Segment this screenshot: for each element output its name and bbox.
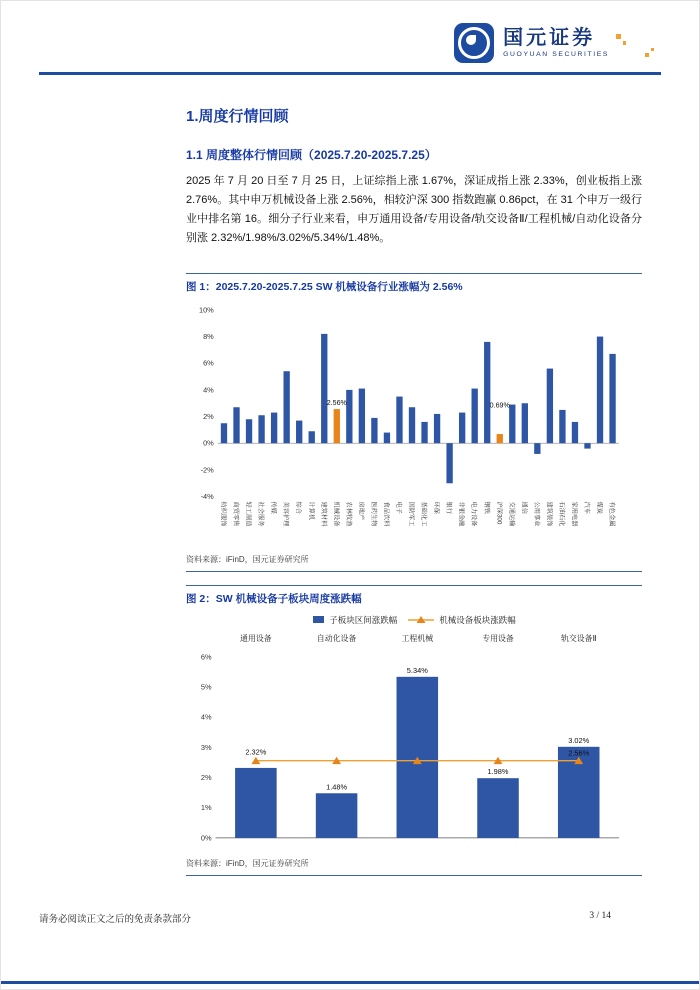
svg-text:8%: 8%	[203, 331, 214, 341]
svg-text:国防军工: 国防军工	[407, 501, 415, 526]
svg-text:环保: 环保	[432, 501, 440, 514]
svg-text:通用设备: 通用设备	[240, 633, 272, 643]
brand-name-en: GUOYUAN SECURITIES	[503, 51, 609, 58]
svg-text:2.32%: 2.32%	[245, 747, 267, 757]
svg-text:机械设备: 机械设备	[332, 501, 340, 526]
svg-text:汽车: 汽车	[583, 501, 591, 514]
svg-text:4%: 4%	[203, 384, 214, 394]
figure-2-title: 图 2：SW 机械设备子板块周度涨跌幅	[186, 592, 362, 605]
page-header	[454, 23, 623, 63]
svg-text:自动化设备: 自动化设备	[316, 633, 357, 643]
svg-text:2.56%: 2.56%	[326, 398, 347, 407]
brand-text-block	[503, 28, 623, 58]
svg-text:轻工制造: 轻工制造	[244, 501, 252, 526]
svg-text:基础化工: 基础化工	[420, 501, 428, 526]
legend-item-bar	[312, 614, 397, 626]
figure-2	[186, 585, 642, 876]
svg-text:石油石化: 石油石化	[557, 501, 565, 526]
svg-text:6%: 6%	[200, 651, 212, 661]
legend-line-swatch-icon	[407, 615, 435, 625]
svg-text:电力设备: 电力设备	[470, 501, 478, 526]
orange-pixel-icon	[645, 53, 649, 57]
svg-text:1.98%: 1.98%	[487, 766, 509, 776]
figure-1-bar-chart	[172, 300, 627, 546]
svg-text:非银金融: 非银金融	[457, 501, 465, 526]
figure-1-title: 图 1：2025.7.20-2025.7.25 SW 机械设备行业涨幅为 2.56%	[186, 280, 463, 293]
figure-2-chart-area	[172, 628, 642, 855]
footer-disclaimer: 请务必阅读正文之后的免责条款部分	[39, 915, 192, 925]
svg-text:通信: 通信	[520, 501, 528, 514]
page-number: 3 / 14	[589, 911, 611, 921]
legend-line-label: 机械设备板块涨跌幅	[439, 614, 516, 625]
svg-text:传媒: 传媒	[269, 501, 277, 514]
svg-text:建筑材料: 建筑材料	[319, 501, 327, 526]
svg-text:10%: 10%	[198, 304, 214, 314]
svg-text:5%: 5%	[200, 682, 212, 692]
svg-text:家用电器: 家用电器	[570, 501, 578, 526]
body-paragraph: 2025 年 7 月 20 日至 7 月 25 日，上证综指上涨 1.67%，深证成指上涨 2.33%，创业板指上涨 2.76%。其中申万机械设备上涨 2.56%，相较沪深 300 指数跑赢 0.86pct，在 31 个申万一级行业中排名第 16。细分子行业来看，申万通用设备/专用设备/轨交设备Ⅱ/工程机械/自动化设备分别涨 2.32%/1.98%/3.02%/5.34%/1.48%。	[186, 175, 642, 245]
svg-text:美容护理: 美容护理	[282, 501, 290, 526]
svg-text:煤炭: 煤炭	[595, 501, 603, 514]
brand-name: 国元证券	[503, 27, 596, 49]
svg-text:0%: 0%	[200, 832, 212, 842]
footer-rule	[1, 981, 699, 984]
svg-text:建筑装饰: 建筑装饰	[545, 501, 553, 526]
orange-pixel-icon	[616, 34, 621, 39]
svg-text:食品饮料: 食品饮料	[382, 501, 390, 526]
svg-text:钢铁: 钢铁	[482, 501, 490, 514]
svg-text:3.02%: 3.02%	[568, 735, 590, 745]
legend-bar-label: 子板块区间涨跌幅	[329, 614, 398, 625]
figure-1	[186, 273, 642, 572]
brand-emblem-icon	[458, 27, 490, 59]
figure-2-legend	[186, 614, 642, 626]
svg-text:0.69%: 0.69%	[489, 400, 510, 409]
svg-text:6%: 6%	[203, 358, 214, 368]
svg-text:电子: 电子	[394, 501, 402, 514]
svg-text:4%: 4%	[200, 712, 212, 722]
svg-text:公用事业: 公用事业	[532, 501, 540, 526]
svg-text:房地产: 房地产	[357, 501, 365, 520]
svg-text:商贸零售: 商贸零售	[232, 501, 240, 526]
figure-2-bar-line-chart	[172, 628, 627, 850]
svg-text:3%: 3%	[200, 742, 212, 752]
svg-text:有色金属: 有色金属	[608, 501, 616, 526]
svg-text:5.34%: 5.34%	[406, 665, 428, 675]
svg-text:沪深300: 沪深300	[495, 501, 503, 524]
svg-text:计算机: 计算机	[307, 501, 315, 520]
orange-pixel-icon	[623, 41, 627, 45]
svg-text:专用设备: 专用设备	[482, 633, 514, 643]
svg-text:纺织服饰: 纺织服饰	[219, 501, 227, 526]
svg-text:2%: 2%	[203, 411, 214, 421]
figure-1-chart-area	[172, 300, 642, 551]
svg-text:交通运输: 交通运输	[507, 501, 515, 526]
svg-text:银行: 银行	[445, 501, 453, 514]
svg-text:2.56%: 2.56%	[568, 748, 590, 758]
page-footer	[39, 911, 661, 925]
svg-text:1.48%: 1.48%	[326, 781, 348, 791]
svg-text:医药生物: 医药生物	[369, 501, 377, 526]
svg-text:轨交设备Ⅱ: 轨交设备Ⅱ	[560, 633, 597, 643]
svg-text:社会服务: 社会服务	[257, 501, 265, 526]
figure-1-source: 资料来源：iFinD，国元证券研究所	[186, 554, 309, 564]
svg-text:0%: 0%	[203, 438, 214, 448]
orange-pixel-icon	[651, 48, 654, 51]
report-body	[186, 89, 642, 889]
svg-text:1%: 1%	[200, 802, 212, 812]
section-title: 1.周度行情回顾	[186, 108, 289, 125]
legend-bar-swatch-icon	[312, 615, 325, 624]
brand-logo-icon	[454, 23, 494, 63]
svg-text:综合: 综合	[294, 501, 302, 514]
svg-text:2%: 2%	[200, 772, 212, 782]
svg-text:工程机械: 工程机械	[401, 633, 434, 643]
subsection-title: 1.1 周度整体行情回顾（2025.7.20-2025.7.25）	[186, 148, 437, 162]
svg-text:-2%: -2%	[200, 464, 214, 474]
svg-text:农林牧渔: 农林牧渔	[344, 501, 352, 526]
figure-2-source: 资料来源：iFinD，国元证券研究所	[186, 858, 309, 868]
header-rule	[39, 72, 661, 75]
svg-text:-4%: -4%	[200, 491, 214, 501]
legend-item-line	[407, 614, 516, 626]
